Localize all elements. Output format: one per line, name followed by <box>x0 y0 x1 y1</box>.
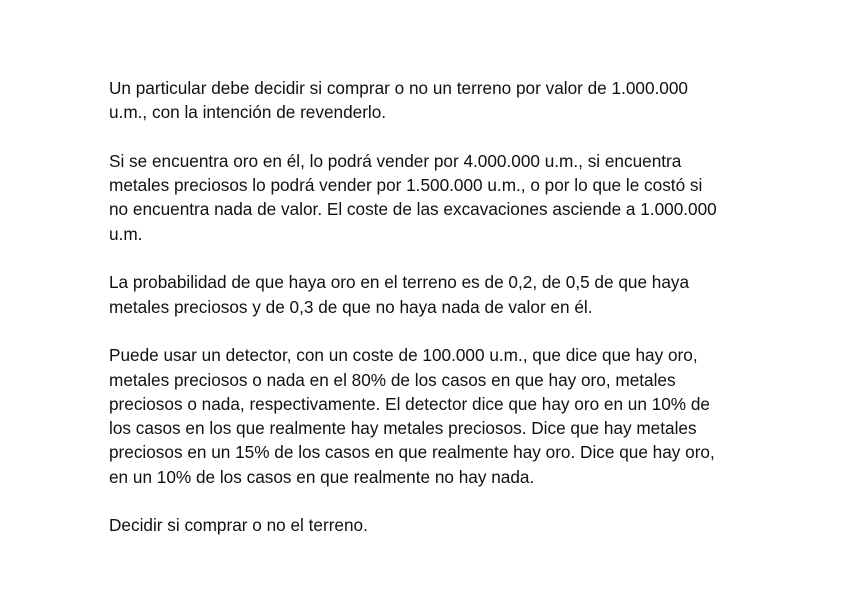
paragraph-outcomes <box>109 149 759 246</box>
text-line: no encuentra nada de valor. El coste de las excavaciones asciende a 1.000.000 <box>109 199 717 220</box>
text-line: preciosos en un 15% de los casos en que realmente hay oro. Dice que hay oro, <box>109 442 715 463</box>
text-line: u.m. <box>109 223 143 244</box>
text-line: Decidir si comprar o no el terreno. <box>109 515 368 536</box>
paragraph-detector <box>109 343 759 489</box>
text-line: u.m., con la intención de revenderlo. <box>109 102 387 123</box>
problem-statement <box>109 76 759 562</box>
text-line: Puede usar un detector, con un coste de 100.000 u.m., que dice que hay oro, <box>109 345 698 366</box>
text-line: en un 10% de los casos en que realmente no hay nada. <box>109 466 535 487</box>
text-line: metales preciosos o nada en el 80% de los casos en que hay oro, metales <box>109 369 676 390</box>
text-line: preciosos o nada, respectivamente. El detector dice que hay oro en un 10% de <box>109 393 710 414</box>
paragraph-intro <box>109 76 759 125</box>
text-line: metales preciosos lo podrá vender por 1.500.000 u.m., o por lo que le costó si <box>109 175 703 196</box>
text-line: La probabilidad de que haya oro en el terreno es de 0,2, de 0,5 de que haya <box>109 272 690 293</box>
text-line: los casos en los que realmente hay metales preciosos. Dice que hay metales <box>109 418 697 439</box>
text-line: Si se encuentra oro en él, lo podrá vender por 4.000.000 u.m., si encuentra <box>109 150 682 171</box>
paragraph-task <box>109 513 759 537</box>
text-line: Un particular debe decidir si comprar o no un terreno por valor de 1.000.000 <box>109 78 688 98</box>
text-line: metales preciosos y de 0,3 de que no haya nada de valor en él. <box>109 296 593 317</box>
paragraph-probabilities <box>109 270 759 319</box>
